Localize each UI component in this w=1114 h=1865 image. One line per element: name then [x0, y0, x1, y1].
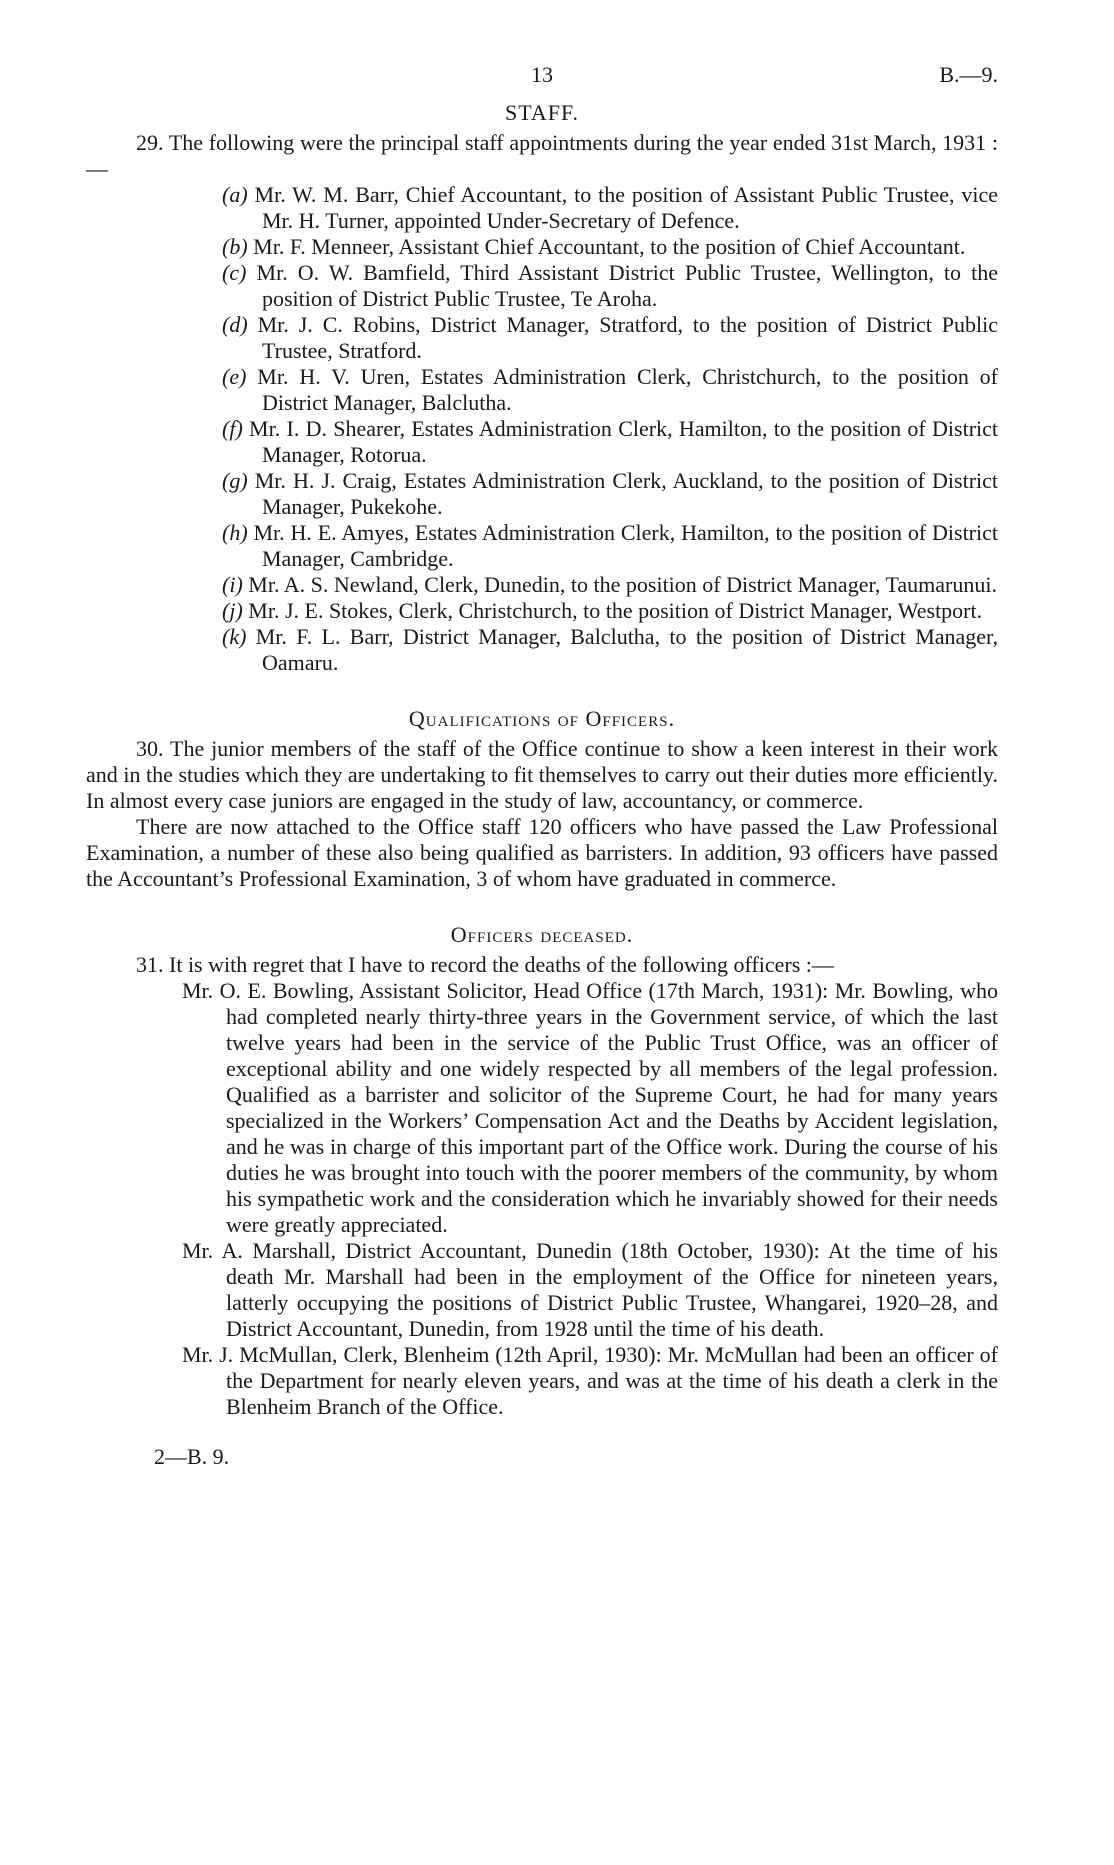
staff-heading: STAFF. — [504, 100, 579, 125]
qualifications-heading: Qualifications of Officers. — [408, 706, 676, 731]
list-item-text: Mr. H. V. Uren, Estates Administration Clerk, Christchurch, to the position of District Manager, Balclutha. — [257, 364, 999, 415]
list-item-text: Mr. J. E. Stokes, Clerk, Christchurch, to the position of District Manager, Westport. — [248, 598, 983, 623]
list-item: Mr. A. Marshall, District Accountant, Dunedin (18th October, 1930): At the time of his death Mr. Marshall had been in the employment of the Office for nineteen years, latterly occupying the positions of District Public Trustee, Whangarei, 1920–28, and District Accountant, Dunedin, from 1928 until the time of his death. — [182, 1238, 998, 1341]
list-marker: (a) — [222, 182, 248, 207]
document-page — [86, 62, 998, 1470]
list-item — [86, 598, 998, 624]
list-item — [86, 572, 998, 598]
running-head — [86, 62, 998, 92]
list-item-text: Mr. F. L. Barr, District Manager, Balclutha, to the position of District Manager, Oamaru. — [255, 624, 998, 675]
list-item — [86, 260, 998, 312]
list-marker: (c) — [222, 260, 247, 285]
list-item-text: Mr. F. Menneer, Assistant Chief Accountant, to the position of Chief Accountant. — [253, 234, 966, 259]
list-marker: (k) — [222, 624, 247, 649]
list-marker: (i) — [222, 572, 243, 597]
deceased-heading: Officers deceased. — [450, 922, 634, 947]
list-item — [86, 468, 998, 520]
staff-intro-paragraph: 29. The following were the principal staff appointments during the year ended 31st March, 1931 :— — [86, 130, 998, 181]
deceased-officers-list — [86, 978, 998, 1420]
list-item: Mr. O. E. Bowling, Assistant Solicitor, Head Office (17th March, 1931): Mr. Bowling, who had completed nearly thirty-three years in the Government service, of which the last twelve years had been in the service of the Public Trust Office, was an officer of exceptional ability and one widely respected by all members of the legal profession. Qualified as a barrister and solicitor of the Supreme Court, he had for many years specialized in the Workers’ Compensation Act and the Deaths by Accident legislation, and he was in charge of this important part of the Office work. During the course of his duties he was brought into touch with the poorer members of the community, by whom his sympathetic work and the consideration which he invariably showed for their needs were greatly appreciated. — [182, 978, 998, 1237]
list-item — [86, 234, 998, 260]
footer-signature: 2—B. 9. — [154, 1444, 230, 1469]
list-item-text: Mr. O. W. Bamfield, Third Assistant District Public Trustee, Wellington, to the position of District Public Trustee, Te Aroha. — [256, 260, 998, 311]
qualifications-paragraph: There are now attached to the Office staff 120 officers who have passed the Law Professional Examination, a number of these also being qualified as barristers. In addition, 93 officers have passed the Accountant’s Professional Examination, 3 of whom have graduated in commerce. — [86, 814, 998, 891]
list-item: Mr. J. McMullan, Clerk, Blenheim (12th April, 1930): Mr. McMullan had been an officer of the Department for nearly eleven years, and was at the time of his death a clerk in the Blenheim Branch of the Office. — [182, 1342, 998, 1419]
list-item-text: Mr. W. M. Barr, Chief Accountant, to the position of Assistant Public Trustee, vice Mr. H. Turner, appointed Under-Secretary of Defence. — [254, 182, 999, 233]
list-item — [86, 364, 998, 416]
list-marker: (f) — [222, 416, 243, 441]
list-item-text: Mr. I. D. Shearer, Estates Administration Clerk, Hamilton, to the position of District Manager, Rotorua. — [249, 416, 999, 467]
list-item-text: Mr. J. C. Robins, District Manager, Stratford, to the position of District Public Trustee, Stratford. — [257, 312, 998, 363]
list-item — [86, 624, 998, 676]
list-marker: (g) — [222, 468, 248, 493]
staff-appointments-list — [86, 182, 998, 676]
list-item — [86, 312, 998, 364]
list-marker: (d) — [222, 312, 248, 337]
list-item — [86, 520, 998, 572]
page-number: 13 — [531, 62, 553, 87]
list-marker: (e) — [222, 364, 247, 389]
list-marker: (j) — [222, 598, 243, 623]
deceased-intro-paragraph: 31. It is with regret that I have to record the deaths of the following officers :— — [136, 952, 834, 977]
list-item-text: Mr. H. E. Amyes, Estates Administration Clerk, Hamilton, to the position of District Manager, Cambridge. — [253, 520, 999, 571]
list-marker: (b) — [222, 234, 248, 259]
list-marker: (h) — [222, 520, 248, 545]
list-item-text: Mr. H. J. Craig, Estates Administration Clerk, Auckland, to the position of District Manager, Pukekohe. — [254, 468, 999, 519]
list-item — [86, 182, 998, 234]
list-item-text: Mr. A. S. Newland, Clerk, Dunedin, to the position of District Manager, Taumarunui. — [248, 572, 997, 597]
document-reference: B.—9. — [939, 62, 998, 87]
qualifications-paragraph: 30. The junior members of the staff of the Office continue to show a keen interest in their work and in the studies which they are undertaking to fit themselves to carry out their duties more efficiently. In almost every case juniors are engaged in the study of law, accountancy, or commerce. — [86, 736, 998, 813]
list-item — [86, 416, 998, 468]
